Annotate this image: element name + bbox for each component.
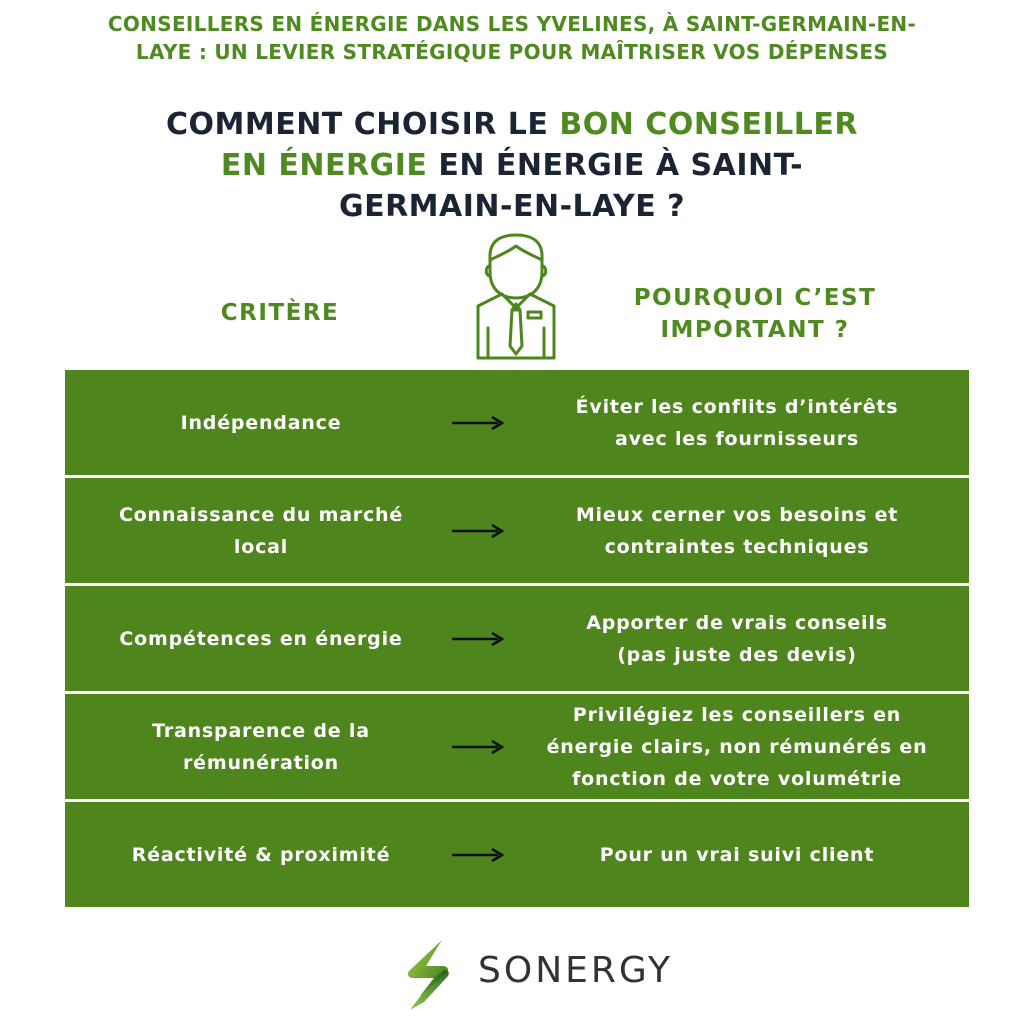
- businessman-icon: [466, 232, 566, 362]
- criterion-cell: [65, 370, 457, 475]
- table-row: [65, 478, 969, 583]
- top-banner: [0, 10, 1024, 66]
- title-highlight-1: BON CONSEILLER: [559, 107, 859, 142]
- reason-cell: [505, 370, 969, 475]
- criterion-text: Indépendance: [180, 411, 342, 434]
- column-header-reason: [590, 282, 920, 346]
- criterion-text: Réactivité & proximité: [131, 843, 391, 866]
- column-header-reason-line-2: IMPORTANT ?: [660, 317, 850, 343]
- title-part-1: COMMENT CHOISIR LE: [165, 107, 560, 142]
- criterion-cell: [65, 694, 457, 799]
- right-arrow-icon: [450, 846, 506, 864]
- criteria-table: [63, 368, 971, 912]
- criterion-cell: [65, 478, 457, 583]
- banner-line-1: CONSEILLERS EN ÉNERGIE DANS LES YVELINES, À SAINT-GERMAIN-EN-: [107, 12, 917, 36]
- reason-text: contraintes techniques: [604, 535, 870, 558]
- table-row: [65, 370, 969, 475]
- right-arrow-icon: [450, 522, 506, 540]
- criterion-cell: [65, 802, 457, 907]
- reason-text: Pour un vrai suivi client: [599, 843, 875, 866]
- reason-text: Apporter de vrais conseils: [586, 611, 888, 634]
- table-row: [65, 802, 969, 907]
- right-arrow-icon: [450, 738, 506, 756]
- banner-line-2: LAYE : UN LEVIER STRATÉGIQUE POUR MAÎTRISER VOS DÉPENSES: [135, 40, 889, 64]
- reason-text: Éviter les conflits d’intérêts: [575, 395, 899, 418]
- main-title: [100, 104, 924, 227]
- reason-cell: [505, 586, 969, 691]
- reason-text: fonction de votre volumétrie: [572, 767, 902, 790]
- criterion-cell: [65, 586, 457, 691]
- table-row: [65, 586, 969, 691]
- sonergy-logo-icon: [390, 936, 470, 1016]
- criterion-text: Transparence de la: [152, 719, 370, 742]
- right-arrow-icon: [450, 414, 506, 432]
- reason-cell: [505, 802, 969, 907]
- brand-name: SONERGY: [478, 950, 673, 991]
- title-line-2: [100, 145, 924, 186]
- column-header-criterion: CRITÈRE: [220, 300, 340, 326]
- reason-text: Mieux cerner vos besoins et: [575, 503, 899, 526]
- right-arrow-icon: [450, 630, 506, 648]
- reason-text: Privilégiez les conseillers en: [572, 703, 902, 726]
- criterion-text: Compétences en énergie: [119, 627, 403, 650]
- criterion-text: rémunération: [183, 751, 339, 774]
- criterion-text: Connaissance du marché: [118, 503, 404, 526]
- reason-cell: [505, 478, 969, 583]
- reason-text: (pas juste des devis): [617, 643, 857, 666]
- title-line-3: GERMAIN-EN-LAYE ?: [338, 189, 686, 224]
- title-highlight-2: EN ÉNERGIE: [220, 148, 428, 183]
- title-line-1: [100, 104, 924, 145]
- table-row: [65, 694, 969, 799]
- reason-text: énergie clairs, non rémunérés en: [546, 735, 928, 758]
- column-header-reason-line-1: POURQUOI C’EST: [633, 285, 877, 311]
- criterion-text: local: [233, 535, 289, 558]
- reason-cell: [505, 694, 969, 799]
- reason-text: avec les fournisseurs: [614, 427, 860, 450]
- title-part-4: EN ÉNERGIE À SAINT-: [427, 148, 804, 183]
